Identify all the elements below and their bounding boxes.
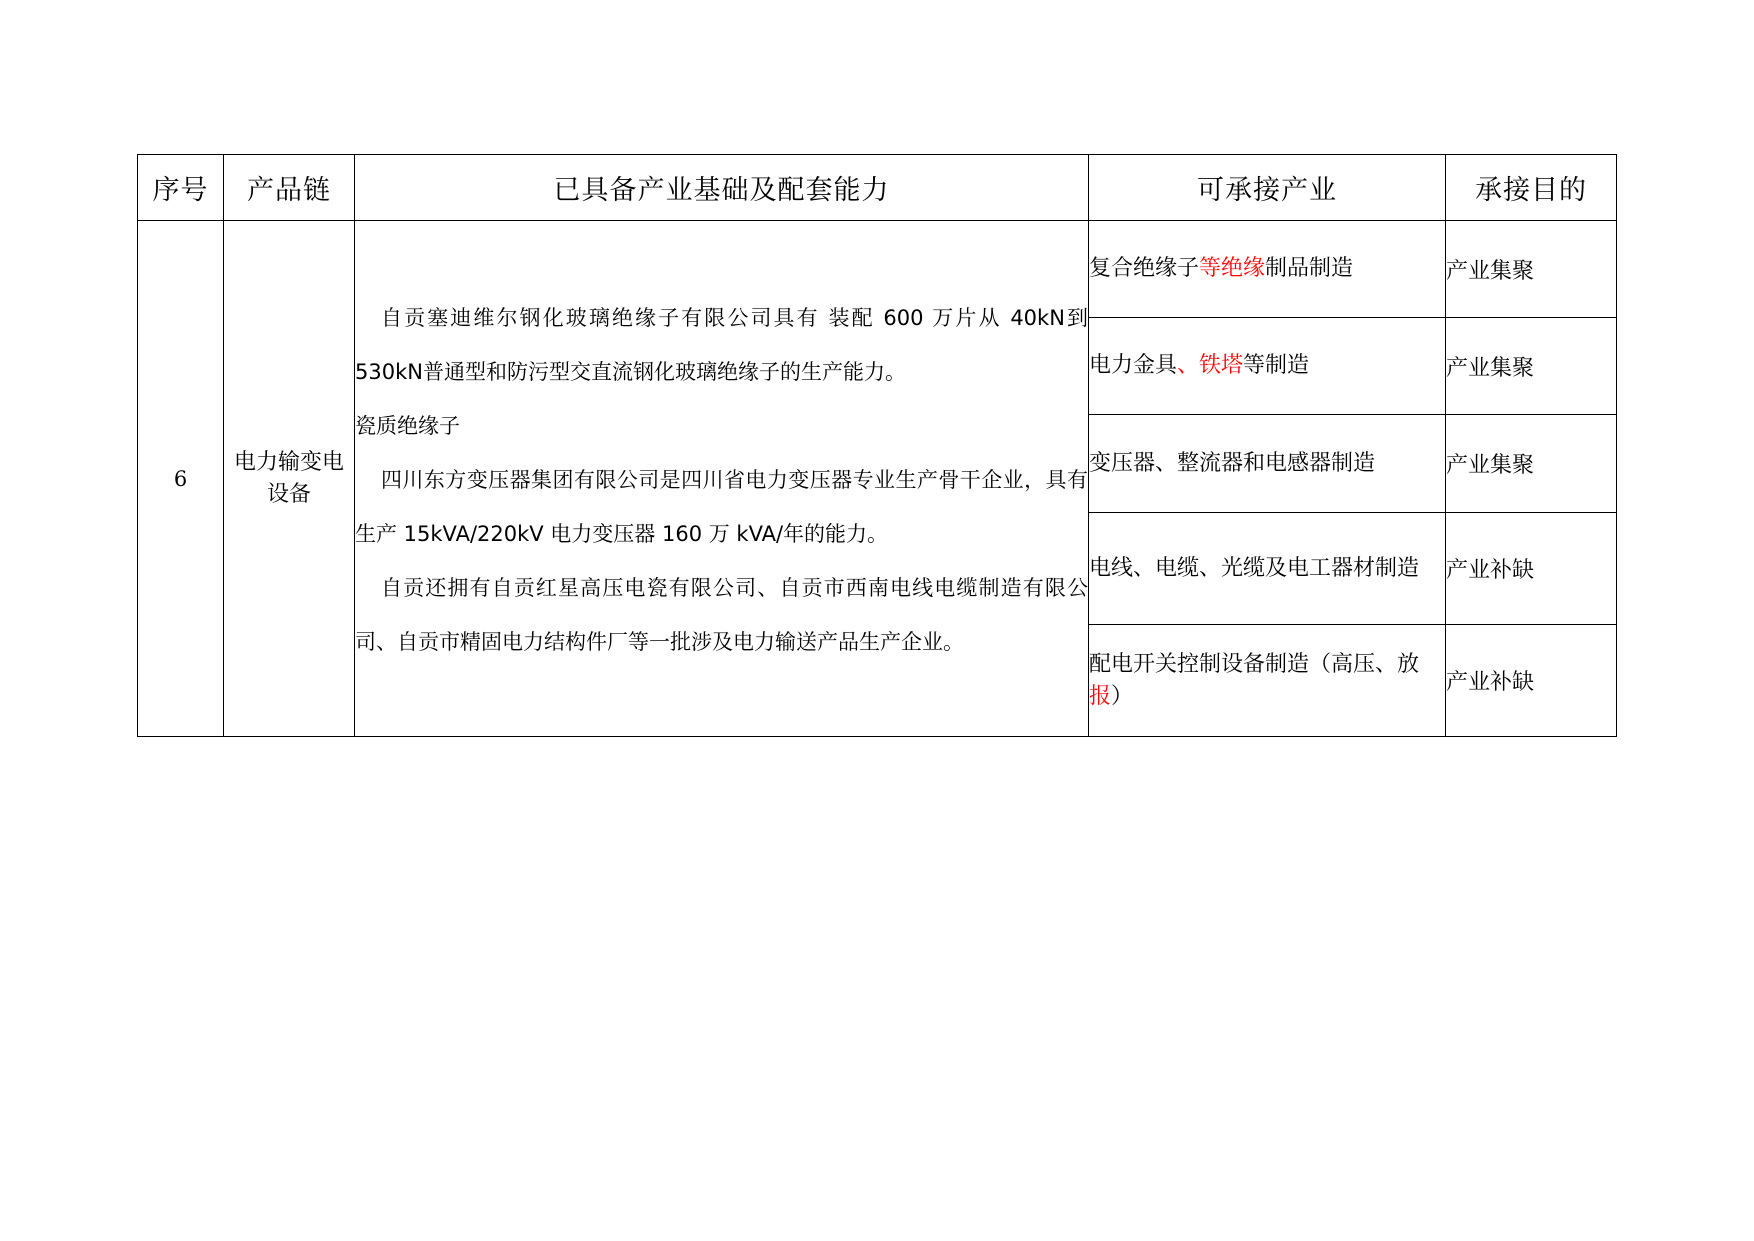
- industry-cell: [1089, 513, 1446, 625]
- industry-text: ）: [1111, 683, 1134, 709]
- industry-text: 变压器、整流器和电感器制造: [1089, 450, 1376, 476]
- base-paragraph: 四川东方变压器集团有限公司是四川省电力变压器专业生产骨干企业，具有生产 15kVA/220kV 电力变压器 160 万 kVA/年的能力。: [355, 467, 1088, 546]
- goal-cell: 产业补缺: [1446, 625, 1617, 737]
- table-row: [138, 221, 1617, 318]
- highlighted-text: 等绝缘: [1199, 256, 1266, 281]
- industry-cell: [1089, 221, 1446, 318]
- base-paragraph: 自贡塞迪维尔钢化玻璃绝缘子有限公司具有 装配 600 万片从 40kN到530kN普通型和防污型交直流钢化玻璃绝缘子的生产能力。: [355, 305, 1088, 384]
- industry-cell: [1089, 415, 1446, 513]
- header-chain: 产品链: [224, 155, 355, 221]
- industry-cell: [1089, 625, 1446, 737]
- goal-cell: 产业集聚: [1446, 415, 1617, 513]
- goal-cell: 产业集聚: [1446, 318, 1617, 415]
- base-paragraph: 瓷质绝缘子: [355, 413, 460, 438]
- goal-cell: 产业集聚: [1446, 221, 1617, 318]
- industry-text: 电力金具: [1089, 353, 1178, 378]
- highlighted-text: 、铁塔: [1177, 353, 1244, 378]
- goal-cell: 产业补缺: [1446, 513, 1617, 625]
- industry-cell: [1089, 318, 1446, 415]
- industry-text: 等制造: [1243, 353, 1310, 378]
- industry-text: 复合绝缘子: [1089, 256, 1200, 281]
- industry-text: 电线、电缆、光缆及电工器材制造: [1089, 555, 1420, 581]
- header-no: 序号: [138, 155, 224, 221]
- row-number: 6: [138, 221, 224, 737]
- base-paragraph: 自贡还拥有自贡红星高压电瓷有限公司、自贡市西南电线电缆制造有限公司、自贡市精固电力结构件厂等一批涉及电力输送产品生产企业。: [355, 575, 1088, 654]
- highlighted-text: 报: [1089, 683, 1112, 709]
- header-goal: 承接目的: [1446, 155, 1617, 221]
- industry-base: [355, 221, 1089, 737]
- industry-text: 制品制造: [1265, 256, 1354, 281]
- header-industry: 可承接产业: [1089, 155, 1446, 221]
- header-base: 已具备产业基础及配套能力: [355, 155, 1089, 221]
- table-header-row: [138, 155, 1617, 221]
- industry-table: [137, 154, 1617, 737]
- product-chain: 电力输变电设备: [224, 221, 355, 737]
- industry-text: 配电开关控制设备制造（高压、放: [1089, 651, 1420, 677]
